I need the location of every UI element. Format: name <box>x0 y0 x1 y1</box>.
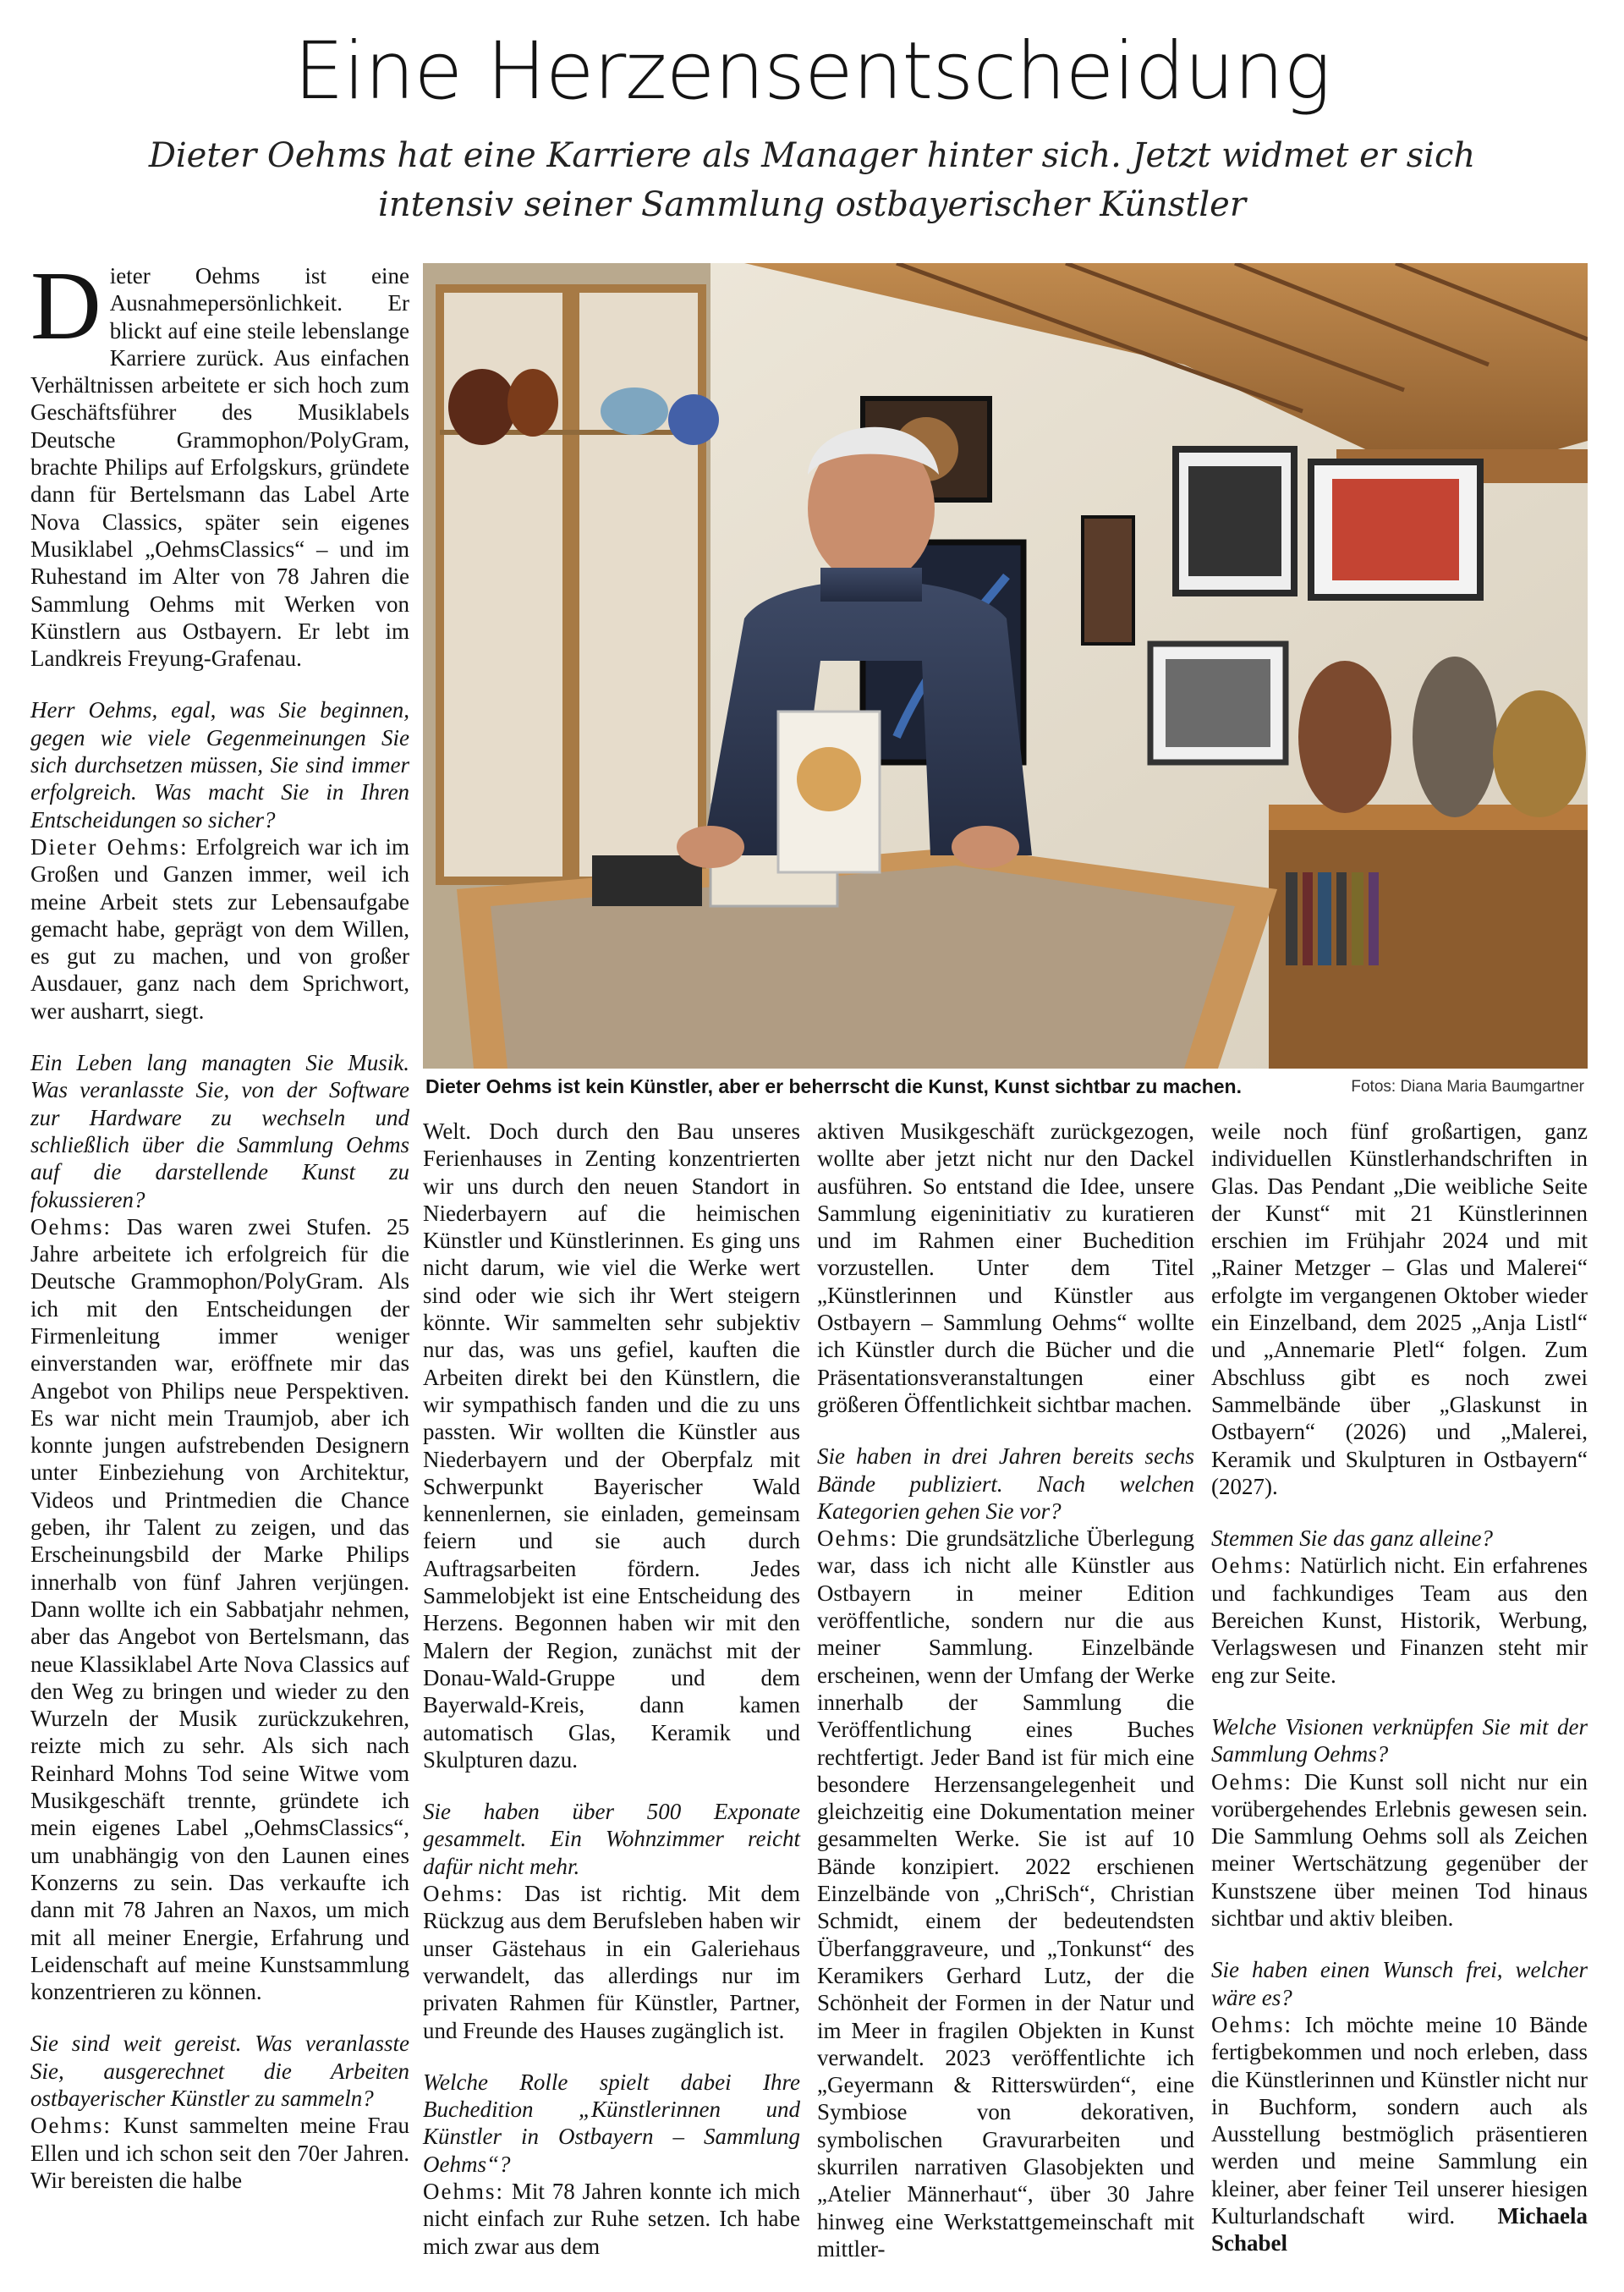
text-column-2 <box>423 1118 800 2260</box>
author-name: Michaela Schabel <box>1211 2202 1588 2256</box>
answer-text: Mit 78 Jahren konnte ich mich nicht einfach zur Ruhe setzen. Ich habe mich zwar aus dem <box>423 2178 800 2259</box>
question-4: Sie haben über 500 Exponate gesammelt. Ein Wohnzimmer reicht dafür nicht mehr. <box>423 1799 800 1879</box>
answer-text: Kunst sammelten meine Frau Ellen und ich schon seit den 70er Jahren. Wir bereisten die halbe <box>30 2113 409 2193</box>
answer-text: Die Kunst soll nicht nur ein vorübergehendes Erlebnis gewesen sein. Die Sammlung Oehms soll als Zeichen meiner Wertschätzung gegenüber der Kunstszene über meinen Tod hinaus sichtbar und aktiv bleiben. <box>1211 1768 1588 1932</box>
answer-1 <box>30 833 409 1025</box>
answer-6 <box>817 1525 1194 2262</box>
speaker-label: Oehms: <box>30 1213 112 1239</box>
question-9: Sie haben einen Wunsch frei, welcher wäre es? <box>1211 1957 1588 2010</box>
photo-caption-bar <box>425 1075 1584 1104</box>
speaker-label: Oehms: <box>1211 1553 1292 1579</box>
speaker-label: Oehms: <box>423 2178 504 2204</box>
photo-caption: Dieter Oehms ist kein Künstler, aber er beherrscht die Kunst, Kunst sichtbar zu machen. <box>425 1075 1242 1097</box>
answer-6-continued: weile noch fünf großartigen, ganz individuellen Künstlerhandschriften in Glas. Das Pendant „Die weibliche Seite der Kunst“ mit 21 Künstlerinnen erschien im Frühjahr 2024 und mit „Rainer Metzger – Glas und Malerei“ erfolgte im vergangenen Oktober wieder ein Einzelband, dem 2025 „Anja Listl“ und „Annemarie Pletl“ folgen. Zum Abschluss gibt es noch zwei Sammelbände über „Glaskunst in Ostbayern“ (2026) und „Malerei, Keramik und Skulpturen in Ostbayern“ (2027). <box>1211 1119 1588 1499</box>
answer-text: Das waren zwei Stufen. 25 Jahre arbeitete ich erfolgreich für die Deutsche Grammophon/PolyGram. Als ich mit den Entscheidungen der Firmenleitung immer weniger einverstanden war, eröffnete mir das Angebot von Philips neue Perspektiven. Es war nicht mein Traumjob, aber ich konnte jungen aufstrebenden Designern unter Einbeziehung von Architektur, Videos und Printmedien die Chance geben, ihr Talent zu zeigen, und das Erscheinungsbild der Marke Philips innerhalb von fünf Jahren verjüngen. Dann wollte ich ein Sabbatjahr nehmen, aber das Angebot von Bertelsmann, das neue Klassiklabel Arte Nova Classics auf den Weg zu bringen und wieder zu den Wurzeln der Musik zurückzukehren, reizte mich zu sehr. Als sich nach Reinhard Mohns Tod seine Witwe vom Musikgeschäft trennte, gründete ich mein eigenes Label „OehmsClassics“, um unabhängig von den Launen eines Konzerns zu sein. Das verkaufte ich dann mit 78 Jahren an Naxos, um mich mit all meiner Energie, Erfahrung und Leidenschaft auf meine Kunstsammlung konzentrieren zu können. <box>30 1213 409 2005</box>
photo-credit: Fotos: Diana Maria Baumgartner <box>1351 1078 1584 1096</box>
question-3: Sie sind weit gereist. Was veranlasste Sie, ausgerechnet die Arbeiten ostbayerischer Künstler zu sammeln? <box>30 2031 409 2111</box>
article-photo <box>423 263 1588 1069</box>
answer-text: Ich möchte meine 10 Bände fertigbekommen und noch erleben, dass die Künstlerinnen und Künstler nicht nur in Buchform, sondern auch als Ausstellung bestmöglich präsentieren werden und meine Sammlung ein kleiner, aber feiner Teil unserer hiesigen Kulturlandschaft wird. <box>1211 2011 1588 2229</box>
answer-7 <box>1211 1552 1588 1688</box>
answer-text: Natürlich nicht. Ein erfahrenes und fachkundiges Team aus den Bereichen Kunst, Historik, Werbung, Verlagswesen und Finanzen steht mir eng zur Seite. <box>1211 1553 1588 1688</box>
answer-2 <box>30 1213 409 2006</box>
question-2: Ein Leben lang managten Sie Musik. Was veranlasste Sie, von der Software zur Hardware zu wechseln und schließlich über die Sammlung Oehms auf die darstellende Kunst zu fokussieren? <box>30 1050 409 1212</box>
answer-5-continued: aktiven Musikgeschäft zurückgezogen, wollte aber jetzt nicht nur den Dackel ausführen. So entstand die Idee, unsere Sammlung eigeninitiativ zu kuratieren und im Rahmen einer Buchedition vorzustellen. Unter dem Titel „Künstlerinnen und Künstler aus Ostbayern – Sammlung Oehms“ wollte ich Künstler durch die Bücher und die Präsentationsveranstaltungen einer größeren Öffentlichkeit sichtbar machen. <box>817 1119 1194 1417</box>
intro-text: ieter Oehms ist eine Ausnahmepersönlichkeit. Er blickt auf eine steile lebenslange Karriere zurück. Aus einfachen Verhältnissen arbeitete er sich hoch zum Geschäftsführer des Musiklabels Deutsche Grammophon/PolyGram, brachte Philips auf Erfolgskurs, gründete dann für Bertelsmann das Label Arte Nova Classics, später sein eigenes Musiklabel „OehmsClassics“ – und im Ruhestand im Alter von 78 Jahren die Sammlung Oehms mit Werken von Künstlern aus Ostbayern. Er lebt im Landkreis Freyung-Grafenau. <box>30 263 409 672</box>
question-8: Welche Visionen verknüpfen Sie mit der Sammlung Oehms? <box>1211 1713 1588 1767</box>
answer-text: Erfolgreich war ich im Großen und Ganzen immer, weil ich meine Arbeit stets zur Lebensaufgabe gemacht habe, geprägt von dem Willen, es gut zu machen, und von großer Ausdauer, ganz nach dem Sprichwort, wer ausharrt, siegt. <box>30 833 410 1024</box>
subtitle-line-2: intensiv seiner Sammlung ostbayerischer Künstler <box>378 185 1246 224</box>
speaker-label: Oehms: <box>1211 1768 1292 1795</box>
speaker-label: Oehms: <box>423 1881 504 1907</box>
text-column-3 <box>817 1118 1194 2262</box>
answer-3 <box>30 2112 409 2194</box>
drop-cap: D <box>30 252 102 360</box>
intro-paragraph <box>30 252 409 672</box>
answer-text: Das ist richtig. Mit dem Rückzug aus dem Berufsleben haben wir unser Gästehaus in ein Galeriehaus verwandelt, das allerdings nur im privaten Rahmen für Künstler, Partner, und Freunde des Hauses zugänglich ist. <box>423 1881 800 2043</box>
speaker-label: Dieter Oehms: <box>30 833 189 860</box>
speaker-label: Oehms: <box>1211 2011 1292 2037</box>
answer-4 <box>423 1880 800 2044</box>
answer-8 <box>1211 1768 1588 1932</box>
answer-9 <box>1211 2011 1588 2257</box>
subtitle-line-1: Dieter Oehms hat eine Karriere als Manager hinter sich. Jetzt widmet er sich <box>148 136 1476 175</box>
article-title: Eine Herzensentscheidung <box>294 25 1330 118</box>
article-subtitle <box>135 131 1489 229</box>
answer-5 <box>423 2178 800 2260</box>
question-1: Herr Oehms, egal, was Sie beginnen, gegen wie viele Gegenmeinungen Sie sich durchsetzen müssen, Sie sind immer erfolgreich. Was macht Sie in Ihren Entscheidungen so sicher? <box>30 697 409 833</box>
question-5: Welche Rolle spielt dabei Ihre Buchedition „Künstlerinnen und Künstler in Ostbayern – Sammlung Oehms“? <box>423 2069 800 2177</box>
answer-3-continued: Welt. Doch durch den Bau unseres Ferienhauses in Zenting konzentrierten wir uns durch den neuen Standort in Niederbayern auf die heimischen Künstler und Künstlerinnen. Es ging uns nicht darum, wie viel die Werke wert sind oder wie sich ihr Wert steigern könnte. Wir sammelten sehr subjektiv nur das, was uns gefiel, kauften die Arbeiten direkt bei den Künstlern, die wir sympathisch fanden und die zu uns passten. Wir wollten die Künstler aus Niederbayern und der Oberpfalz mit Schwerpunkt Bayerischer Wald kennenlernen, sie einladen, gemeinsam feiern und sie auch durch Auftragsarbeiten fördern. Jedes Sammelobjekt ist eine Entscheidung des Herzens. Begonnen haben wir mit den Malern der Region, zunächst mit der Donau-Wald-Gruppe und dem Bayerwald-Kreis, dann kamen automatisch Glas, Keramik und Skulpturen dazu. <box>423 1119 800 1773</box>
speaker-label: Oehms: <box>30 2113 112 2139</box>
text-column-4 <box>1211 1118 1588 2257</box>
speaker-label: Oehms: <box>817 1525 898 1552</box>
question-6: Sie haben in drei Jahren bereits sechs Bände publiziert. Nach welchen Kategorien gehen Sie vor? <box>817 1443 1194 1524</box>
text-column-1 <box>30 252 410 2194</box>
answer-text: Die grundsätzliche Überlegung war, dass ich nicht alle Künstler aus Ostbayern in meiner Edition veröffentliche, sondern nur die aus meiner Sammlung. Einzelbände erscheinen, wenn der Umfang der Werke innerhalb der Sammlung die Veröffentlichung eines Buches rechtfertigt. Jeder Band ist für mich eine besondere Herzensangelegenheit und gleichzeitig eine Dokumentation meiner gesammelten Werke. Sie ist auf 10 Bände konzipiert. 2022 erschienen Einzelbände von „ChriSch“, Christian Schmidt, einem der bedeutendsten Überfanggraveure, und „Tonkunst“ des Keramikers Gerhard Lutz, der die Schönheit der Formen in der Natur und im Meer in fragilen Objekten in Kunst verwandelt. 2023 veröffentlichte ich „Geyermann & Ritterswürden“, eine Symbiose von dekorativen, symbolischen Gravurarbeiten und skurrilen narrativen Glasobjekten und „Atelier Männerhaut“, über 30 Jahre hinweg eine Werkstattgemeinschaft mit mittler- <box>817 1525 1194 2262</box>
question-7: Stemmen Sie das ganz alleine? <box>1211 1525 1493 1552</box>
